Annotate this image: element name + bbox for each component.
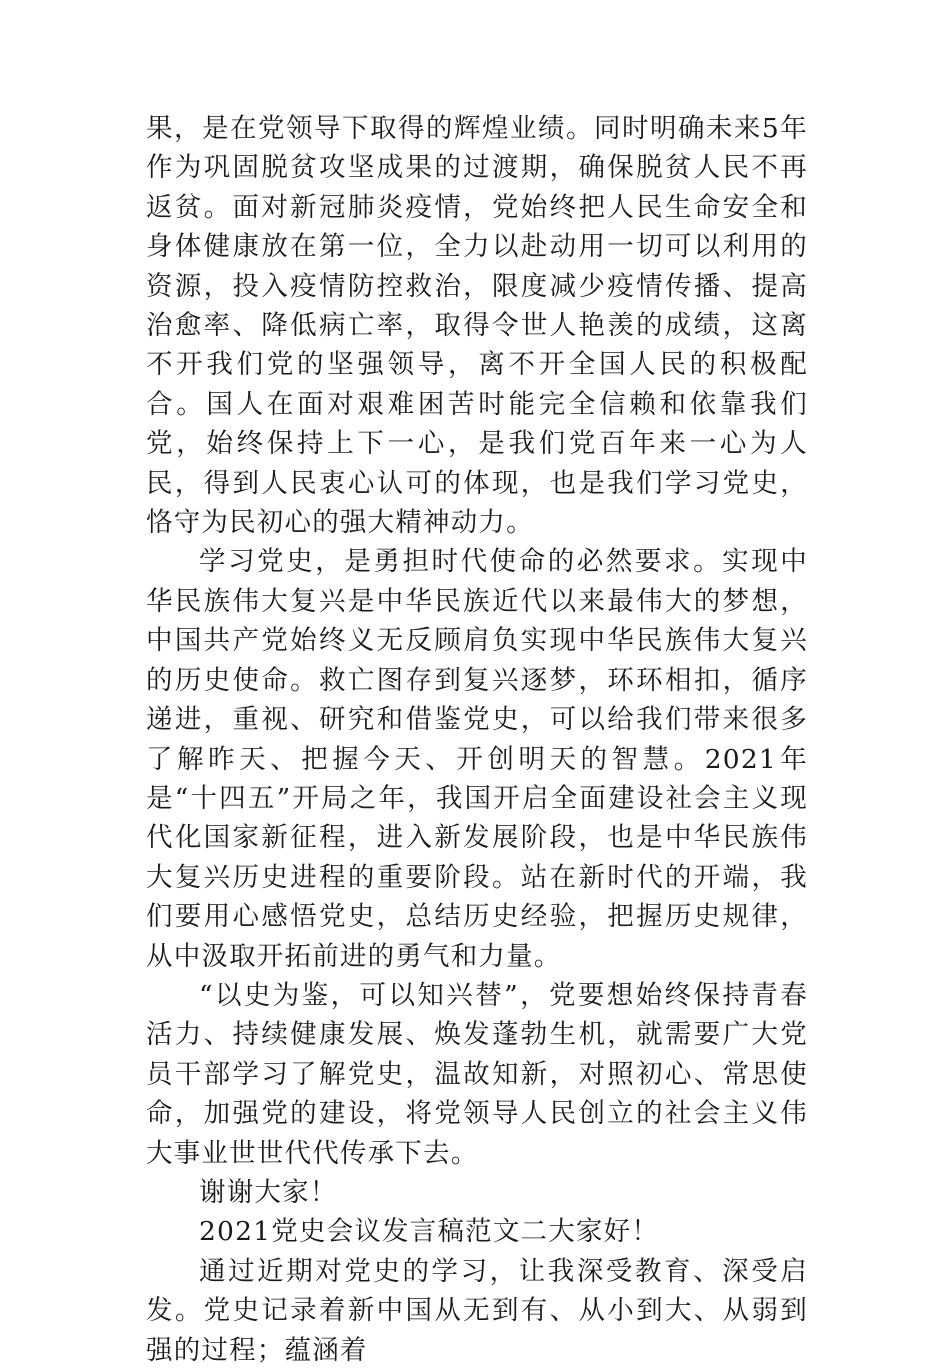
paragraph-2: 学习党史，是勇担时代使命的必然要求。实现中华民族伟大复兴是中华民族近代以来最伟大的梦想，中国共产党始终义无反顾肩负实现中华民族伟大复兴的历史使命。救亡图存到复兴逐梦，环环相扣，循序递进，重视、研究和借鉴党史，可以给我们带来很多了解昨天、把握今天、开创明天的智慧。2021年是“十四五”开局之年，我国开启全面建设社会主义现代化国家新征程，进入新发展阶段，也是中华民族伟大复兴历史进程的重要阶段。站在新时代的开端，我们要用心感悟党史，总结历史经验，把握历史规律，从中汲取开拓前进的勇气和力量。 [146, 546, 808, 972]
paragraph-6: 通过近期对党史的学习，让我深受教育、深受启发。党史记录着新中国从无到有、从小到大、从弱到强的过程；蕴涵着 [146, 1255, 808, 1366]
paragraph-1: 果，是在党领导下取得的辉煌业绩。同时明确未来5年作为巩固脱贫攻坚成果的过渡期，确保脱贫人民不再返贫。面对新冠肺炎疫情，党始终把人民生命安全和身体健康放在第一位，全力以赴动用一切可以利用的资源，投入疫情防控救治，限度减少疫情传播、提高治愈率、降低病亡率，取得令世人艳羡的成绩，这离不开我们党的坚强领导，离不开全国人民的积极配合。国人在面对艰难困苦时能完全信赖和依靠我们党，始终保持上下一心，是我们党百年来一心为人民，得到人民衷心认可的体现，也是我们学习党史，恪守为民初心的强大精神动力。 [146, 113, 808, 539]
paragraph-3: “以史为鉴，可以知兴替”，党要想始终保持青春活力、持续健康发展、焕发蓬勃生机，就需要广大党员干部学习了解党史，温故知新，对照初心、常思使命，加强党的建设，将党领导人民创立的社会主义伟大事业世世代代传承下去。 [146, 979, 808, 1169]
paragraph-5: 2021党史会议发言稿范文二大家好！ [199, 1216, 660, 1248]
paragraph-4: 谢谢大家！ [199, 1176, 338, 1208]
document-body [146, 109, 808, 1370]
